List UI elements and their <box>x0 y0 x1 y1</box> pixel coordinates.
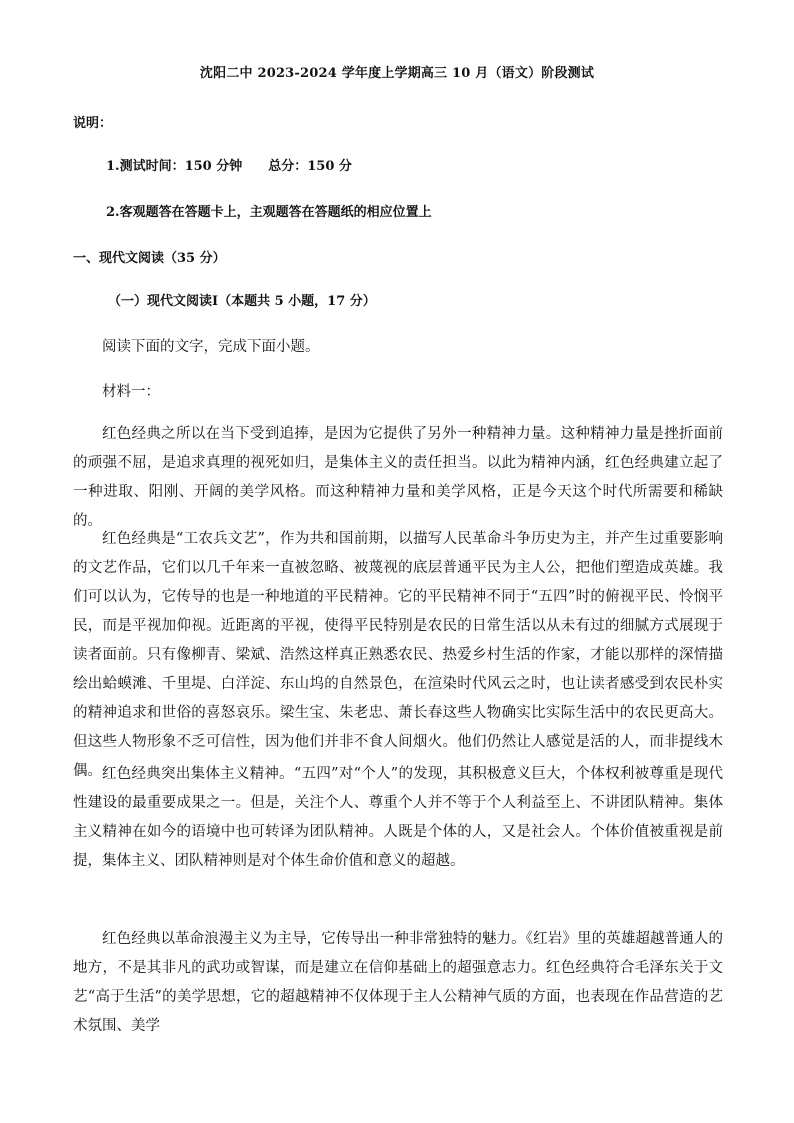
notes-label: 说明： <box>73 116 113 131</box>
body-paragraph: 红色经典突出集体主义精神。“五四”对“个人”的发现，其积极意义巨大，个体权利被尊重是现代性建设的最重要成果之一。但是，关注个人、尊重个人并不等于个人利益至上、不讲团队精神。集体主义精神在如今的语境中也可转译为团队精神。人既是个体的人，又是社会人。个体价值被重视是前提，集体主义、团队精神则是对个体生命价值和意义的超越。 <box>73 766 723 869</box>
note-total-score: 总分：150 分 <box>268 159 352 174</box>
exam-title: 沈阳二中 2023-2024 学年度上学期高三 10 月（语文）阶段测试 <box>199 66 595 81</box>
note-answer-instructions: 2.客观题答在答题卡上，主观题答在答题纸的相应位置上 <box>106 205 432 220</box>
section-heading-modern-reading: 一、现代文阅读（35 分） <box>73 251 226 266</box>
body-paragraph: 红色经典之所以在当下受到追捧，是因为它提供了另外一种精神力量。这种精神力量是挫折面前的顽强不屈，是追求真理的视死如归，是集体主义的责任担当。以此为精神内涵，红色经典建立起了一种进取、阳刚、开阔的美学风格。而这种精神力量和美学风格，正是今天这个时代所需要和稀缺的。 <box>73 426 723 529</box>
body-paragraph: 红色经典以革命浪漫主义为主导，它传导出一种非常独特的魅力。《红岩》里的英雄超越普通人的地方，不是其非凡的武功或智谋，而是建立在信仰基础上的超强意志力。红色经典符合毛泽东关于文艺“高于生活”的美学思想，它的超越精神不仅体现于主人公精神气质的方面，也表现在作品营造的艺术氛围、美学 <box>73 931 723 1034</box>
material-label: 材料一： <box>102 384 160 400</box>
note-test-time: 1.测试时间：150 分钟 <box>106 159 243 174</box>
subsection-heading-reading-1: （一）现代文阅读Ⅰ（本题共 5 小题，17 分） <box>108 294 376 309</box>
note-test-time-and-score <box>106 155 352 174</box>
body-paragraph: 红色经典是“工农兵文艺”，作为共和国前期，以描写人民革命斗争历史为主，并产生过重要影响的文艺作品，它们以几千年来一直被忽略、被蔑视的底层普通平民为主人公，把他们塑造成英雄。我们可以认为，它传导的也是一种地道的平民精神。它的平民精神不同于“五四”时的俯视平民、怜悯平民，而是平视加仰视。近距离的平视，使得平民特别是农民的日常生活以从未有过的细腻方式展现于读者面前。只有像柳青、梁斌、浩然这样真正熟悉农民、热爱乡村生活的作家，才能以那样的深情描绘出蛤蟆滩、千里堤、白洋淀、东山坞的自然景色，在渲染时代风云之时，也让读者感受到农民朴实的精神追求和世俗的喜怒哀乐。梁生宝、朱老忠、萧长春这些人物确实比实际生活中的农民更高大。但这些人物形象不乏可信性，因为他们并非不食人间烟火。他们仍然让人感觉是活的人，而非提线木偶。 <box>73 531 723 779</box>
reading-instruction: 阅读下面的文字，完成下面小题。 <box>102 339 320 355</box>
